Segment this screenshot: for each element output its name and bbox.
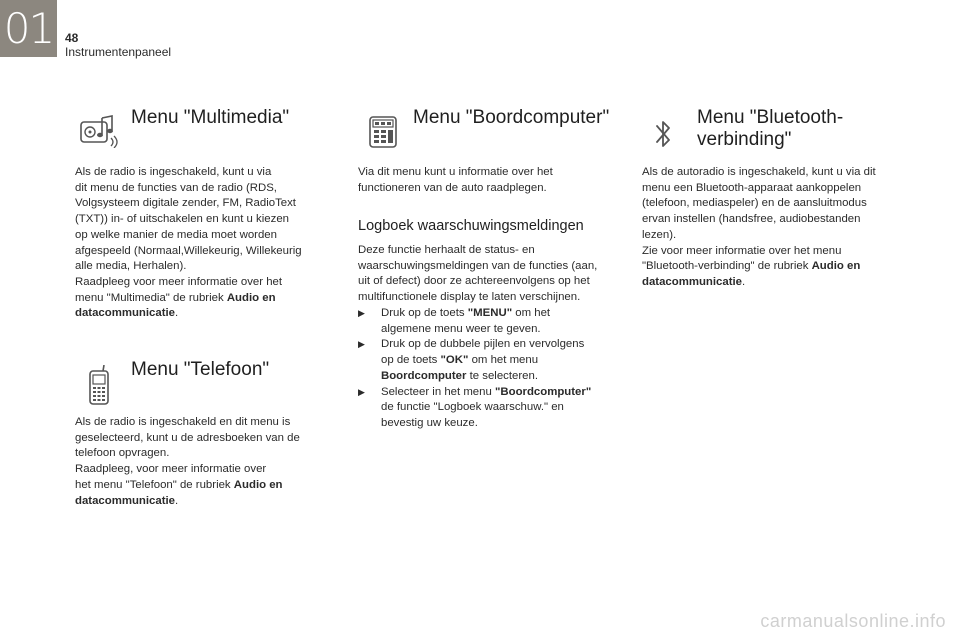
step-text: om het menu [468, 354, 539, 367]
text-line: Als de radio is ingeschakeld, kunt u via [75, 166, 272, 178]
logboek-subtitle: Logboek waarschuwingsmeldingen [358, 218, 584, 234]
ref-link: datacommunicatie [75, 307, 176, 320]
text-line: Druk op de dubbele pijlen en vervolgens [381, 338, 585, 351]
step-item [358, 306, 628, 337]
trip-computer-icon [369, 116, 397, 148]
ref-link: Audio en [226, 291, 276, 304]
ref-end: . [175, 494, 179, 507]
key-name: "OK" [440, 354, 469, 367]
text-line: afgespeeld (Normaal,Willekeurig, Willekeurig [75, 244, 302, 257]
logboek-body [358, 243, 628, 306]
step-item [358, 337, 628, 384]
multimedia-title: Menu "Multimedia" [131, 107, 290, 128]
text-line: bevestig uw keuze. [381, 416, 478, 429]
ref-link: datacommunicatie [642, 275, 743, 288]
watermark: carmanualsonline.info [760, 611, 946, 631]
ref-link: datacommunicatie [75, 494, 176, 507]
text-line: waarschuwingsmeldingen van de functies (aan, [358, 259, 598, 272]
text-line: multifunctionele display te laten verschijnen. [358, 291, 581, 304]
step-arrow-icon: ▶ [358, 386, 365, 397]
bluetooth-title [697, 107, 843, 151]
mobile-phone-icon [88, 365, 110, 405]
text-line [381, 369, 628, 385]
text-line: Volgsysteem digitale zender, FM, RadioText [75, 197, 296, 210]
text-line: Als de autoradio is ingeschakeld, kunt u via dit [642, 166, 876, 178]
text-line: lezen). [642, 228, 677, 241]
text-line [75, 494, 335, 510]
text-line: Zie voor meer informatie over het menu [642, 244, 842, 257]
step-text: Selecteer in het menu [381, 385, 495, 398]
text-line [75, 306, 335, 322]
text-line [642, 275, 912, 291]
key-name: "Boordcomputer" [494, 385, 592, 398]
multimedia-body [75, 165, 335, 322]
text-line: algemene menu weer te geven. [381, 322, 541, 335]
text-line: Als de radio is ingeschakeld en dit menu is [75, 416, 291, 428]
text-line: op welke manier de media moet worden [75, 228, 277, 241]
text-line [642, 259, 912, 275]
text-line: telefoon opvragen. [75, 447, 170, 460]
text-line [381, 306, 628, 322]
menu-name: Boordcomputer [381, 369, 467, 382]
telefoon-title: Menu "Telefoon" [131, 359, 270, 380]
title-line: verbinding" [697, 129, 792, 150]
text-line: ervan instellen (handsfree, audiobestanden [642, 213, 861, 226]
ref-text: "Bluetooth-verbinding" de rubriek [642, 260, 812, 273]
chapter-number: 01 [3, 3, 54, 53]
step-text: te selecteren. [466, 369, 538, 382]
ref-link: Audio en [233, 478, 283, 491]
title-line: Menu "Bluetooth- [697, 107, 844, 128]
ref-text: het menu "Telefoon" de rubriek [75, 478, 234, 491]
text-line: Deze functie herhaalt de status- en [358, 244, 535, 256]
page-number: 48 [65, 31, 79, 45]
step-item [358, 385, 628, 432]
telefoon-body [75, 415, 335, 509]
text-line: dit menu de functies van de radio (RDS, [75, 181, 277, 194]
text-line: functioneren van de auto raadplegen. [358, 181, 547, 194]
text-line [75, 291, 335, 307]
text-line [381, 353, 628, 369]
text-line: (TXT)) in- of uitschakelen en kunt u kiezen [75, 213, 289, 226]
step-text: om het [512, 307, 551, 319]
text-line: Via dit menu kunt u informatie over het [358, 166, 553, 178]
ref-end: . [742, 275, 746, 288]
ref-text: menu "Multimedia" de rubriek [75, 291, 227, 304]
text-line: uit of defect) door ze achtereenvolgens op het [358, 275, 590, 288]
step-arrow-icon: ▶ [358, 339, 365, 350]
step-arrow-icon: ▶ [358, 308, 365, 318]
step-text: op de toets [381, 354, 441, 367]
chapter-tab [0, 0, 57, 57]
ref-link: Audio en [811, 260, 861, 273]
text-line: geselecteerd, kunt u de adresboeken van de [75, 431, 300, 444]
text-line: (telefoon, mediaspeler) en de aansluitmodus [642, 197, 867, 210]
multimedia-icon [80, 114, 120, 148]
text-line: alle media, Herhalen). [75, 260, 187, 273]
text-line [75, 478, 335, 494]
ref-end: . [175, 307, 179, 320]
boordcomputer-intro [358, 165, 628, 196]
text-line: de functie "Logboek waarschuw." en [381, 401, 564, 414]
step-text: Druk op de toets [381, 307, 468, 319]
boordcomputer-title: Menu "Boordcomputer" [413, 107, 610, 128]
text-line: Raadpleeg, voor meer informatie over [75, 463, 267, 476]
bluetooth-icon [654, 118, 672, 150]
text-line [381, 385, 628, 401]
text-line: Raadpleeg voor meer informatie over het [75, 275, 283, 288]
text-line: menu een Bluetooth-apparaat aankoppelen [642, 181, 862, 194]
bluetooth-body [642, 165, 912, 291]
section-label: Instrumentenpaneel [65, 45, 172, 59]
key-name: "MENU" [467, 307, 513, 319]
step-list [358, 306, 628, 432]
